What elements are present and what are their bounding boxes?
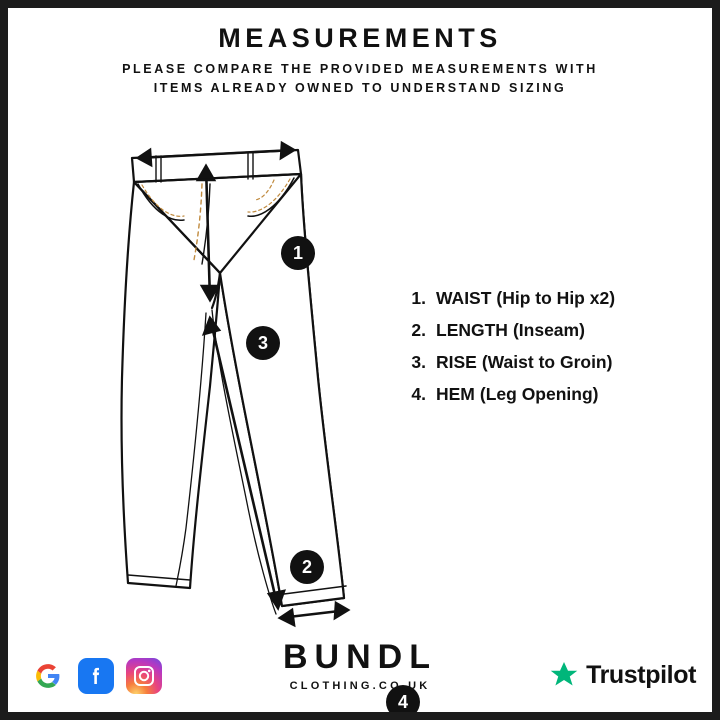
legend-item-rise: [398, 352, 688, 373]
legend-term-rise: RISE: [436, 352, 477, 372]
brand-domain: CLOTHING.CO.UK: [289, 680, 431, 692]
legend-desc-length: (Inseam): [512, 320, 585, 340]
measurement-legend: [398, 288, 688, 416]
subtitle-line-1: PLEASE COMPARE THE PROVIDED MEASUREMENTS WITH: [122, 61, 598, 76]
measurement-marker-1: 1: [281, 236, 315, 270]
subtitle-line-2: ITEMS ALREADY OWNED TO UNDERSTAND SIZING: [153, 81, 567, 96]
page-title: MEASUREMENTS: [218, 23, 502, 53]
measurement-marker-3: 3: [246, 326, 280, 360]
header: [8, 24, 712, 98]
legend-item-waist: [398, 288, 688, 309]
measurement-marker-4: 4: [386, 685, 420, 712]
legend-desc-rise: (Waist to Groin): [481, 352, 613, 372]
legend-item-length: [398, 320, 688, 341]
legend-number-2: 2.: [411, 320, 426, 340]
trustpilot-label: Trustpilot: [586, 660, 696, 689]
measurement-marker-2: 2: [290, 550, 324, 584]
size-guide-card: [8, 8, 712, 712]
legend-item-hem: [398, 384, 688, 405]
legend-term-length: LENGTH: [436, 320, 508, 340]
trustpilot-badge[interactable]: [549, 660, 696, 690]
legend-number-4: 4.: [411, 384, 426, 404]
legend-number-3: 3.: [411, 352, 426, 372]
legend-term-hem: HEM: [436, 384, 475, 404]
legend-desc-hem: (Leg Opening): [479, 384, 599, 404]
brand-name: BUNDL: [283, 638, 437, 676]
trustpilot-star-icon: [549, 660, 579, 690]
legend-number-1: 1.: [411, 288, 426, 308]
jeans-illustration-svg: [98, 128, 398, 628]
legend-desc-waist: (Hip to Hip x2): [496, 288, 616, 308]
legend-term-waist: WAIST: [436, 288, 492, 308]
